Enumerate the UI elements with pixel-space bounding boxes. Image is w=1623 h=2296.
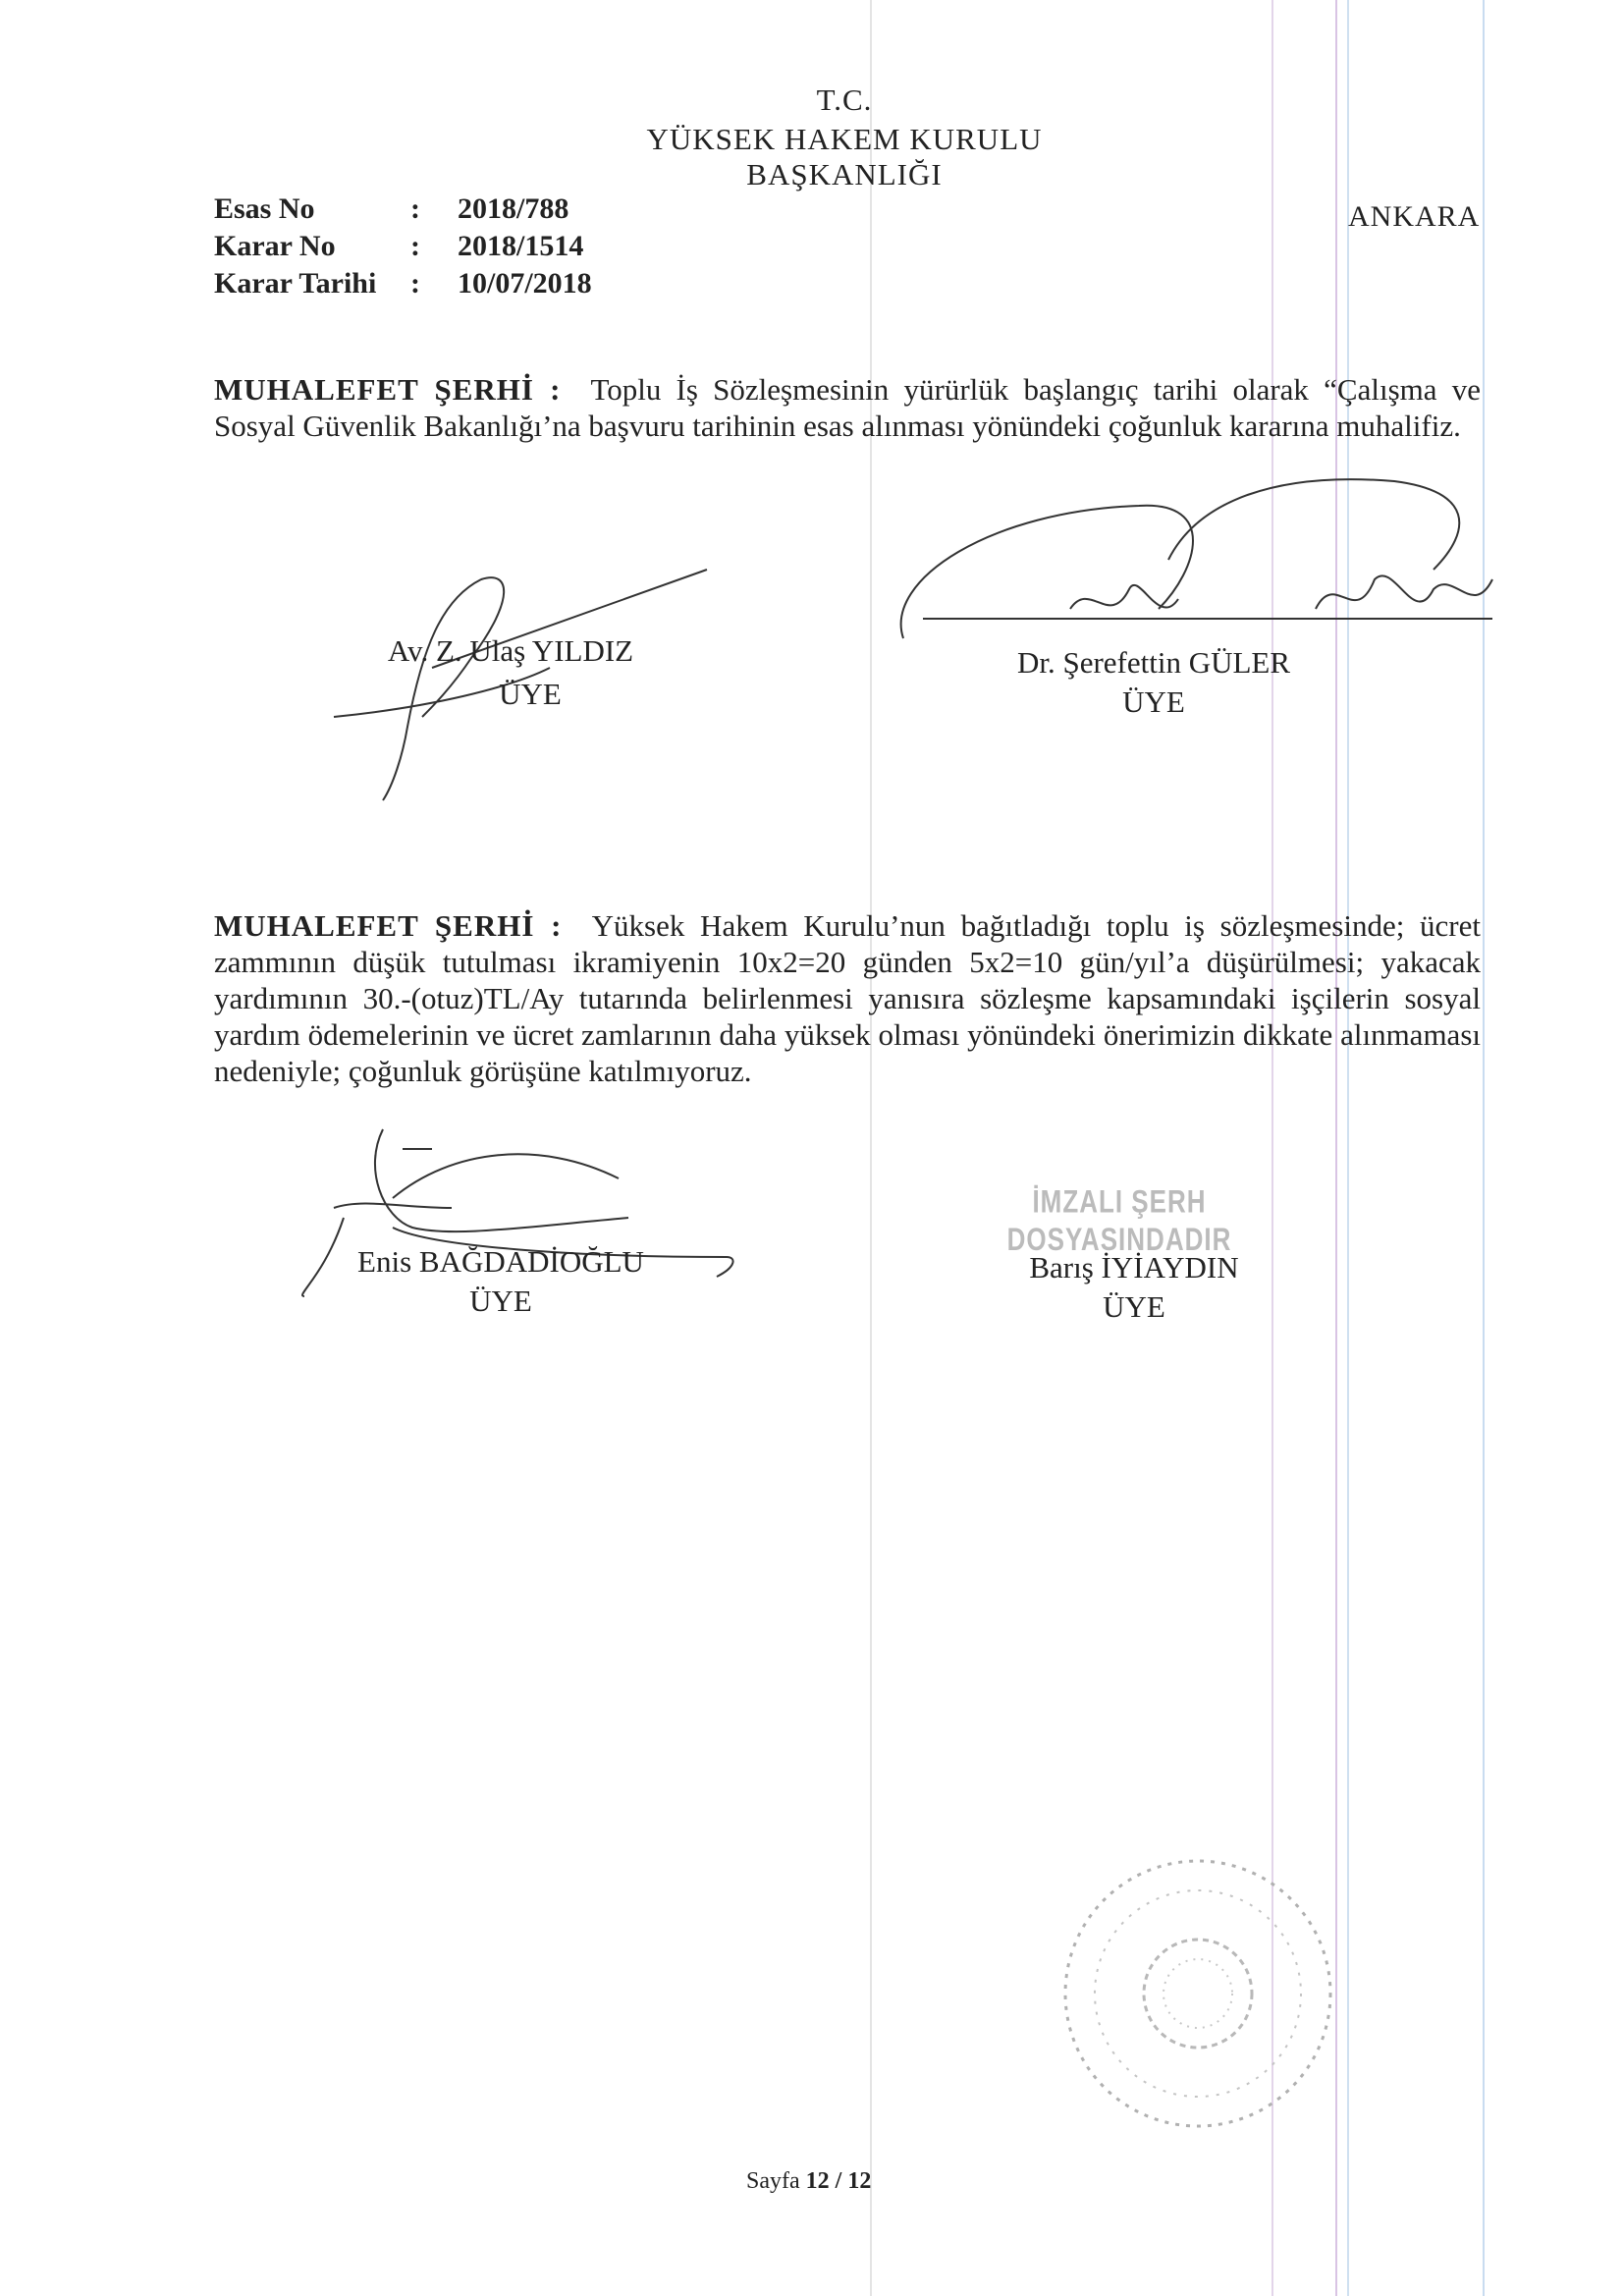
header-presidency: BAŞKANLIĞI (746, 157, 943, 191)
case-info-value: 2018/788 (458, 192, 569, 225)
case-info-colon: : (410, 230, 420, 262)
dissent-text: Toplu İş Sözleşmesinin yürürlük başlangıç tarihi olarak “Çalışma ve Sosyal Güvenlik Bakanlığı’na başvuru tarihinin esas alınması yönündeki çoğunluk kararına muhalifiz. (214, 372, 1481, 443)
case-info-label: Karar No (214, 230, 336, 262)
official-seal-icon (1051, 1846, 1345, 2141)
signatory-name: Enis BAĞDADİOĞLU (357, 1244, 644, 1279)
dissent-text: Yüksek Hakem Kurulu’nun bağıtladığı toplu iş sözleşmesinde; ücret zammının düşük tutulması ikramiyenin 10x2=20 günden 5x2=10 gün/yıl’a düşürülmesi; yakacak yardımının 30.-(otuz)TL/Ay tutarında belirlenmesi yanısıra sözleşme kapsamındaki işçilerin sosyal yardım ödemelerinin ve ücret zamlarının daha yüksek olması yönündeki önerimizin dikkate alınmaması nedeniyle; çoğunluk görüşüne katılmıyoruz. (214, 908, 1481, 1088)
dissent-heading: MUHALEFET ŞERHİ : (214, 372, 562, 407)
margin-line (1483, 0, 1485, 2296)
signatory-name: Av. Z. Ulaş YILDIZ (387, 633, 634, 668)
case-info-value: 2018/1514 (458, 230, 584, 262)
case-info-value: 10/07/2018 (458, 267, 592, 300)
header-institution: YÜKSEK HAKEM KURULU (646, 122, 1043, 156)
page-separator: / (835, 2168, 842, 2194)
page-label: Sayfa (746, 2168, 800, 2194)
page-footer (746, 2168, 871, 2195)
case-info-row (214, 228, 592, 265)
margin-line (870, 0, 872, 2296)
signed-dissent-stamp: İMZALI ŞERH DOSYASINDADIR (1006, 1182, 1232, 1258)
page-number: 12 (805, 2168, 830, 2194)
dissent-paragraph-1 (214, 371, 1481, 444)
signatory-role: ÜYE (1122, 684, 1185, 719)
margin-line (1347, 0, 1349, 2296)
case-info-colon: : (410, 192, 420, 225)
signatory-role: ÜYE (499, 677, 562, 711)
dissent-heading: MUHALEFET ŞERHİ : (214, 908, 563, 943)
signatory-name: Barış İYİAYDIN (1029, 1250, 1239, 1285)
case-info-label: Esas No (214, 192, 315, 225)
signatory-name: Dr. Şerefettin GÜLER (1016, 645, 1291, 680)
case-info-row (214, 265, 592, 302)
signatory-role: ÜYE (1103, 1289, 1165, 1324)
dissent-paragraph-2 (214, 907, 1481, 1089)
header-tc: T.C. (816, 82, 873, 117)
case-info-label: Karar Tarihi (214, 267, 377, 300)
header-location: ANKARA (1348, 200, 1481, 233)
signatory-role: ÜYE (469, 1284, 532, 1318)
case-info (214, 191, 592, 302)
case-info-colon: : (410, 267, 420, 300)
page-total: 12 (847, 2168, 872, 2194)
case-info-row (214, 191, 592, 228)
